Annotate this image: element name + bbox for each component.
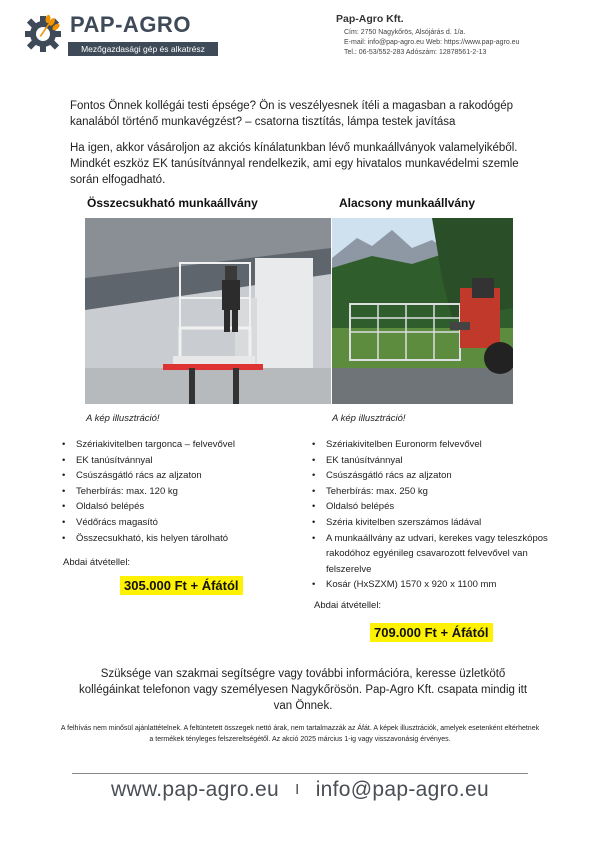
product-2-feature-list: [310, 437, 560, 593]
gear-wheat-logo-icon: [22, 12, 64, 54]
product-2-pickup-label: Abdai átvétellel:: [314, 600, 382, 611]
intro-paragraph-1: Fontos Önnek kollégái testi épsége? Ön is veszélyesnek ítéli a magasban a rakodógép kanalából történő munkavégzést? – csatorna tisztítás, lámpa testek javítása: [70, 100, 514, 128]
company-name: Pap-Agro Kft.: [336, 13, 404, 25]
intro-paragraph-2: Ha igen, akkor vásároljon az akciós kínálatunkban lévő munkaállványok valamelyikéből. Mindkét eszköz EK tanúsítvánnyal rendelkezik, ami egy hivatalos munkavédelmi szemle során elfogadható.: [70, 142, 519, 186]
footer-divider: [72, 773, 528, 774]
closing-paragraph: Szüksége van szakmai segítségre vagy további információra, keresse üzletkötő kollégáinkat telefonon vagy személyesen Nagykőrösön. Pap-Agro Kft. csapata mindig itt van Önnek.: [78, 668, 528, 712]
low-platform-photo: [332, 218, 513, 404]
feature-item: • Szériakivitelben targonca – felvevővel: [60, 437, 290, 453]
product-2-photo: [332, 218, 513, 404]
disclaimer-note: A felhívás nem minősül ajánlattételnek. A feltüntetett összegek nettó árak, nem tartalmazzák az Áfát. A képek illusztrációk, amelyek esetenként eltérhetnek a termékek tényleges felszereltségétől. Az akció 2025 március 1-ig vagy visszavonásig érvényes.: [60, 725, 540, 743]
feature-item: • Teherbírás: max. 250 kg: [310, 484, 560, 500]
product-1-caption: A kép illusztráció!: [86, 413, 160, 424]
feature-item: • A munkaállvány az udvari, kerekes vagy teleszkópos rakodóhoz egyénileg csavarozott felvevővel van felszerelve: [310, 531, 560, 578]
feature-item: • Szériakivitelben Euronorm felvevővel: [310, 437, 560, 453]
feature-item: • Összecsukható, kis helyen tárolható: [60, 531, 290, 547]
folding-platform-photo: [85, 218, 331, 404]
footer-contact: [0, 778, 600, 802]
footer-website-link[interactable]: www.pap-agro.eu: [111, 778, 279, 801]
company-phone-tax: Tel.: 06-53/552-283 Adószám: 12878561-2-13: [344, 49, 487, 56]
footer-email-link[interactable]: info@pap-agro.eu: [315, 778, 489, 801]
company-address: Cím: 2750 Nagykőrös, Alsójárás d. 1/a.: [344, 29, 466, 36]
product-1-title: Összecsukható munkaállvány: [87, 196, 258, 210]
product-2-title: Alacsony munkaállvány: [339, 196, 476, 210]
product-1-pickup-label: Abdai átvétellel:: [63, 557, 131, 568]
feature-item: • Kosár (HxSZXM) 1570 x 920 x 1100 mm: [310, 577, 560, 593]
product-1-photo: [85, 218, 331, 404]
feature-item: • Oldalsó belépés: [60, 499, 290, 515]
product-1-feature-list: [60, 437, 290, 546]
product-2-price: 709.000 Ft + Áfától: [370, 623, 493, 642]
brand-name: PAP-AGRO: [70, 12, 191, 37]
company-logo: [22, 10, 212, 62]
feature-item: • Védőrács magasító: [60, 515, 290, 531]
feature-item: • Csúszásgátló rács az aljzaton: [60, 468, 290, 484]
company-email-web: E-mail: info@pap-agro.eu Web: https://www.pap-agro.eu: [344, 39, 520, 46]
feature-item: • Széria kivitelben szerszámos ládával: [310, 515, 560, 531]
feature-item: • EK tanúsítvánnyal: [310, 453, 560, 469]
feature-item: • Teherbírás: max. 120 kg: [60, 484, 290, 500]
footer-separator: I: [295, 781, 300, 798]
product-2-caption: A kép illusztráció!: [332, 413, 406, 424]
feature-item: • EK tanúsítvánnyal: [60, 453, 290, 469]
brand-tagline: Mezőgazdasági gép és alkatrész: [68, 42, 218, 56]
feature-item: • Oldalsó belépés: [310, 499, 560, 515]
product-1-price: 305.000 Ft + Áfától: [120, 576, 243, 595]
feature-item: • Csúszásgátló rács az aljzaton: [310, 468, 560, 484]
